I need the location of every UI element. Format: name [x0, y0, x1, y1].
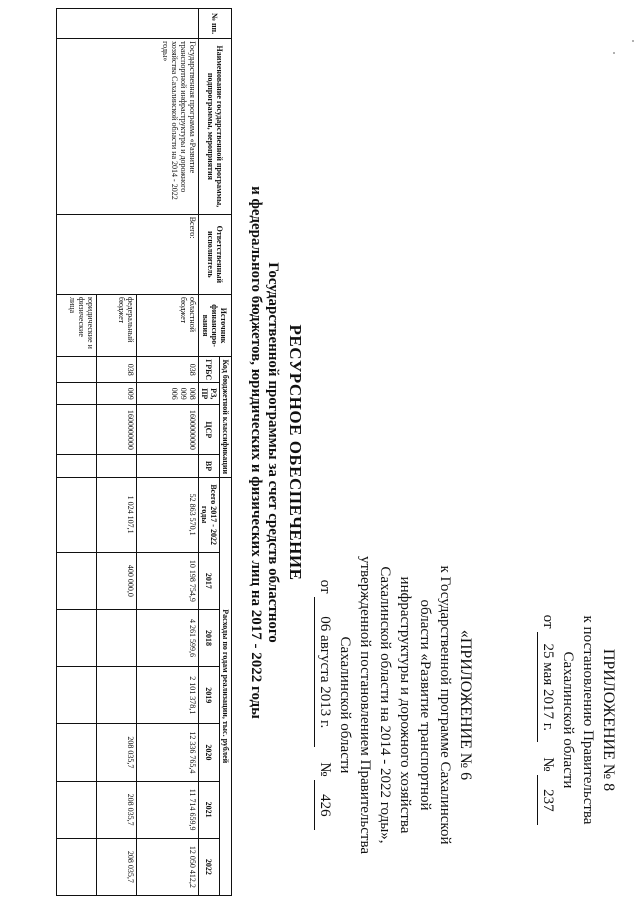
col-header-year: 2018	[199, 609, 220, 666]
prev-appendix-header	[314, 520, 475, 890]
document-title	[247, 0, 305, 905]
cell-year-value	[57, 552, 97, 609]
cell-csr	[57, 405, 97, 455]
prev-appendix-line: к Государственной программе Сахалинской	[437, 565, 453, 845]
col-header-vr: ВР	[199, 455, 220, 477]
appendix-header	[537, 560, 618, 880]
cell-grbs: 038	[97, 357, 137, 383]
cell-year-value	[57, 609, 97, 666]
cell-year-value: 400 000,0	[97, 552, 137, 609]
cell-no	[57, 9, 199, 39]
date-prefix: от	[317, 579, 333, 594]
col-header-year: 2020	[199, 724, 220, 781]
table-row	[137, 9, 199, 896]
prev-appendix-line: утвержденной постановлением Правительства	[357, 555, 373, 855]
prev-appendix-number: 426	[314, 780, 335, 830]
cell-year-value	[97, 609, 137, 666]
cell-year-value: 208 035,7	[97, 724, 137, 781]
cell-year-value: 11 714 659,9	[137, 781, 199, 838]
scan-speck	[632, 40, 634, 42]
cell-year-value: 10 198 754,9	[137, 552, 199, 609]
prev-appendix-date-line	[314, 520, 335, 890]
appendix-date: 25 мая 2017 г.	[537, 632, 558, 742]
col-header-no: № пп.	[199, 9, 232, 39]
cell-rz	[57, 383, 97, 405]
cell-vr	[97, 455, 137, 477]
cell-total	[57, 477, 97, 552]
document-title-line-1: РЕСУРСНОЕ ОБЕСПЕЧЕНИЕ	[286, 324, 305, 581]
cell-year-value	[57, 838, 97, 895]
cell-csr: 1600000000	[137, 405, 199, 455]
cell-source: федеральный бюджет	[97, 294, 137, 356]
prev-appendix-line: области «Развитие транспортной	[417, 599, 433, 811]
cell-rz: 008 009 006	[137, 383, 199, 405]
document-title-line-2: Государственной программы за счет средств областного	[265, 262, 281, 643]
col-header-rz: РЗ, ПР	[199, 383, 220, 405]
appendix-line-2: Сахалинской области	[560, 651, 576, 789]
cell-year-value: 12 336 765,4	[137, 724, 199, 781]
scan-speck	[613, 52, 615, 54]
cell-grbs	[57, 357, 97, 383]
appendix-number: 237	[537, 775, 558, 825]
cell-executor: Всего:	[57, 214, 199, 294]
cell-vr	[137, 455, 199, 477]
cell-total: 1 024 107,1	[97, 477, 137, 552]
cell-year-value: 208 035,7	[97, 838, 137, 895]
cell-vr	[57, 455, 97, 477]
col-header-year: 2021	[199, 781, 220, 838]
cell-year-value	[97, 667, 137, 724]
cell-grbs: 038	[137, 357, 199, 383]
cell-rz: 009	[97, 383, 137, 405]
col-header-csr: ЦСР	[199, 405, 220, 455]
cell-year-value	[57, 781, 97, 838]
col-header-spend-group: Расходы по годам реализации, тыс. рублей	[220, 477, 232, 895]
cell-year-value: 208 035,7	[97, 781, 137, 838]
col-header-year: 2019	[199, 667, 220, 724]
col-header-year: 2017	[199, 552, 220, 609]
col-header-name: Наименование государственной программы, подпрограммы, мероприятия	[199, 39, 232, 215]
cell-year-value	[57, 724, 97, 781]
prev-appendix-line: инфраструктуры и дорожного хозяйства	[397, 576, 413, 834]
cell-year-value: 4 261 599,6	[137, 609, 199, 666]
document-title-line-3: и федерального бюджетов, юридических и физических лиц на 2017 - 2022 годы	[248, 186, 264, 719]
prev-appendix-line: Сахалинской области	[337, 636, 353, 774]
cell-source: областной бюджет	[137, 294, 199, 356]
col-header-year: 2022	[199, 838, 220, 895]
table-header-row	[220, 9, 232, 896]
col-header-total: Всего 2017 - 2022 годы	[199, 477, 220, 552]
cell-total: 52 863 570,1	[137, 477, 199, 552]
prev-appendix-line: Сахалинской области на 2014 - 2022 годы»,	[377, 566, 393, 844]
cell-year-value: 12 050 412,2	[137, 838, 199, 895]
prev-appendix-date: 06 августа 2013 г.	[314, 597, 335, 747]
resource-table	[56, 8, 232, 896]
number-prefix: №	[317, 762, 333, 777]
cell-program-name: Государственная программа «Развитие транспортной инфраструктуры и дорожного хозяйства Сахалинской области на 2014 - 2022 годы»	[57, 39, 199, 215]
cell-year-value	[57, 667, 97, 724]
cell-source: юридические и физические лица	[57, 294, 97, 356]
col-header-grbs: ГРБС	[199, 357, 220, 383]
col-header-source: Источник финансиро-вания	[199, 294, 232, 356]
number-prefix: №	[540, 757, 556, 772]
appendix-line-1: к постановлению Правительства	[580, 615, 596, 825]
prev-appendix-title: «ПРИЛОЖЕНИЕ № 6	[457, 629, 474, 781]
col-header-code-group: Код бюджетной классификации	[220, 357, 232, 477]
appendix-date-line	[537, 560, 558, 880]
cell-csr: 1600000000	[97, 405, 137, 455]
appendix-title: ПРИЛОЖЕНИЕ № 8	[600, 648, 617, 792]
cell-year-value: 2 101 378,1	[137, 667, 199, 724]
col-header-executor: Ответственный исполнитель	[199, 214, 232, 294]
date-prefix: от	[540, 614, 556, 629]
